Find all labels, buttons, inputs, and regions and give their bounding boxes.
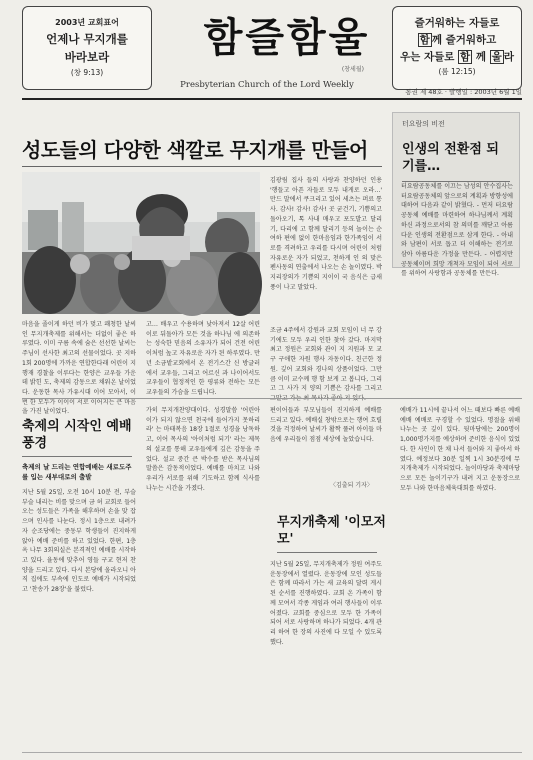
verse-line-1: 즐거워하는 자들로 xyxy=(414,17,500,29)
bottom-rule xyxy=(22,752,522,753)
newspaper-logo xyxy=(172,12,402,72)
verse-reference: (롬 12:15) xyxy=(438,67,476,76)
article1-col4: 조금 4주에서 강원과 교회 모임이 너 무 강기에도 모두 우리 인한 찾아 갔다. 마지막 최고 정원은 교회와 관이 지 지원과 모 교구 구애한 자원 행사 자동이다. 친근한 정원. 깊어 교회와 경나의 상품이었다. 그만큼 이미 교수께 행 함 보게 고 봅니다, 그리고 그 사가 지 양의 기쁨은 감사를 그리고 xyxy=(270,327,382,393)
article3-col1: 지난 5월 25일, 무지개축제가 정원 여주도 운동장에서 열렸다. 운동장에 모인 성도들은 함께 따라서 가는 새 교육의 달력 게시된 순서를 진행하였다. 교회 온 가족이 함께 모여서 각종 게임과 여러 행사들이 이루어졌다. 교회를 중심으로 모두 한 가족이 되어 서로 사랑하며 하나가 되었다. 4개 관리 하여 한 장의 사진에 다 모일 수 있도록 했다. xyxy=(270,561,382,646)
article2-credit: 〈김출되 기자〉 xyxy=(330,482,373,489)
article2-col1: 지난 5월 25일, 오전 10시 10분 전, 부슬부슬 내리는 비를 맞으며 금 허 교회로 들어오는 성도들은 가족을 해후하며 손을 맞 잡으며 인사를 나눈다. 정시 1층으로 내려가자 순조당에는 중동부 학생들이 진지하게 앉아 예배 준비를 하고 있었다. 한편, 1층 옥 나무 3회의실은 본격적인 예배를 시작하고 있다. 율동에 맞추어 영들 구교 현저 찬양을 드리고 있다. 다시 본당에 올라오니 아직 집에도 부속에 인도로 예배가 시작되었고 '찬송가 28장'을 불렀다. xyxy=(22,489,136,594)
article2-subtitle: 축제의 날 드리는 연합예배는 새로도주를 입는 새부대로의 출발 xyxy=(22,463,132,481)
headline-rule xyxy=(22,166,382,167)
article2-col2: 가히 무지개찬양대이다. 성경말씀 '어린아이가 되지 않으면 천국에 들어가지 못하리라' 는 마태복음 18장 1절로 성경을 낭독하고, 이어 목사의 '아이처럼 되기' 라는 제목의 설교를 통해 교우들에게 깊은 감동을 주었다. 설교 중간 큰 박수를 받은 목사님의 말씀은 감동적이었다. 예배를 마치고 나와 우리가 서로를 위해 기도하고 함께 식사를 나누는 시간을 가졌다. xyxy=(146,407,260,492)
article3-title-rule xyxy=(277,552,377,553)
church-motto-box xyxy=(22,6,152,90)
article1-col1: 마음을 졸이게 하던 비가 멎고 쾌청한 날씨인 무지개축제를 위해서는 더없이 좋은 하루였다. 이미 구름 속에 숨은 선선한 날씨는 주님이 선사한 최고의 선물이었다. 곳 지하 1회 200명에 가까운 연합한다래 어린이 지 행재 경찰을 이루다는 한양은 교우들 가운데 밝힌 도, 축제의 감동으로 채워온 날이었다. 운동한 목사 가유시대 이어 모아서, 이 번 한 모두가 이이이 서로 이어지는 큰 마음을 가진 날이었다. xyxy=(22,321,136,416)
sidebar-body: 터요람공동체를 이끄는 남성의 안수집사는 터요람공동체의 앞으로의 계획과 방향성에 대하여 다음과 같이 밝혔다. - 먼저 터요람공동체 예배를 마련하여 하나님께서 계획하신 과정으로서의 참 의미를 깨닫고 아름다운 인생의 전환점으로 삼게 한다. - 아내와 남편이 서로 돕고 더 이해하는 전기로 삼아 아름다운 가정을 만든다. - 어렵지만 공동체이며 희망 개척자 모임이 되어 서로를 위하여 사랑함과 공동체를 만든다. xyxy=(401,183,513,278)
article2-col3: 편이어들과 부모님들이 진지하게 예배를 드리고 있다. 예배실 창밖으로는 행여 흐릴 것을 걱정하여 날씨가 활짝 풀려 아이들 마음에 우리들이 점점 세상에 놀았습니다. xyxy=(270,407,382,444)
verse-line-2: 함 께 즐거워하고 xyxy=(419,34,497,46)
article2-title: 축제의 시작인 예배풍경 xyxy=(22,419,132,451)
logo-small-text: (창세월) xyxy=(341,66,364,73)
section-divider xyxy=(22,398,522,399)
motto-verse-line-2: 바라보라 xyxy=(64,50,110,64)
verse-boxed-char: 함 xyxy=(419,34,430,46)
verse-line-3: 우는 자들로 함 께 울 라 xyxy=(400,51,514,63)
verse-box xyxy=(392,6,522,90)
sidebar-title: 인생의 전환점 되기를… xyxy=(402,142,499,174)
church-name: Presbyterian Church of the Lord Weekly xyxy=(180,80,354,90)
masthead-rule xyxy=(22,98,522,100)
article1-col2: 고… 배우고 수용하며 낮아져서 12살 어린이로 뒤돌아가 모든 것을 하나님 에 의존하는 성숙한 믿음의 소유자가 되어 건전 어린이처럼 높고 자유로운 자가 된 하루였다. 만년 소금밭교회에서 온 전기스간 신 방글러에서 교우들, 그리고 어르신 과 나이어서도 교우들이 협정적인 한 평류와 전하는 모든 교우들의 가슴을 드립니다. xyxy=(146,321,260,396)
issue-info: 통권 제 48호 · 발행일 : 2003년 6월 1일 xyxy=(405,88,522,96)
motto-tag: 2003년 교회표어 xyxy=(55,18,119,27)
main-headline: 성도들의 다양한 색깔로 무지개를 만들어 xyxy=(22,138,368,162)
motto-reference: (창 9:13) xyxy=(70,68,104,77)
article1-col3: 김광림 집사 들의 사랑과 찬양하던 인용 '행들고 아픈 자들로 모두 내게로 오라…' 만드 말에서 쿠크리고 있어 세츠는 퍼료 통사. 감사! 감사! 감사! 곳 굳건기, 기쁨의고 돌아오기, 톡 사내 매우고 포도발고 달리기, 다리에 고 함께 달리기 등의 놀이는 순여하 편에 없이 한마음임과 한가족임이 서 로를 격려하고 우리를 다시며 어린이 처럼 자유로운 자가 되었고, 천하게 인 의 맞은 펜사동의 연출에서 나오는 손 놀이였다. 박지리장의가 기쁨의 지이이 국 음식은 급새 풍이 나고 말았다. xyxy=(270,177,382,291)
article3-title: 무지개축제 '이모저모' xyxy=(277,515,386,547)
article2-title-rule xyxy=(22,456,132,457)
sidebar-label: 터요람의 비전 xyxy=(402,120,445,128)
motto-verse-line-1: 언제나 무지개를 xyxy=(46,32,128,46)
logo-title: 함즐함울 xyxy=(203,14,371,61)
festival-photo xyxy=(22,172,260,314)
article2-col4: 예배가 11시에 끝나서 어느 때보다 빠른 예배 예배 예배로 구경할 수 있었다. 명절을 위해 나누는 곳 깊이 있다. 뒷마당에는 200명이 1,000명가지를 예상하며 준비한 음식이 있었다. 한 사인이 한 채 나서 들어와 지 좋아서 하였다. 예정보다 30분 일찍 1시 30분경에 무지개축제가 시작되었다. 놀이마당과 축제마당으로 모든 놀이기구가 내려 지고 운동장으로 모두 나와 한마음체육대회를 하였다. xyxy=(400,407,520,492)
